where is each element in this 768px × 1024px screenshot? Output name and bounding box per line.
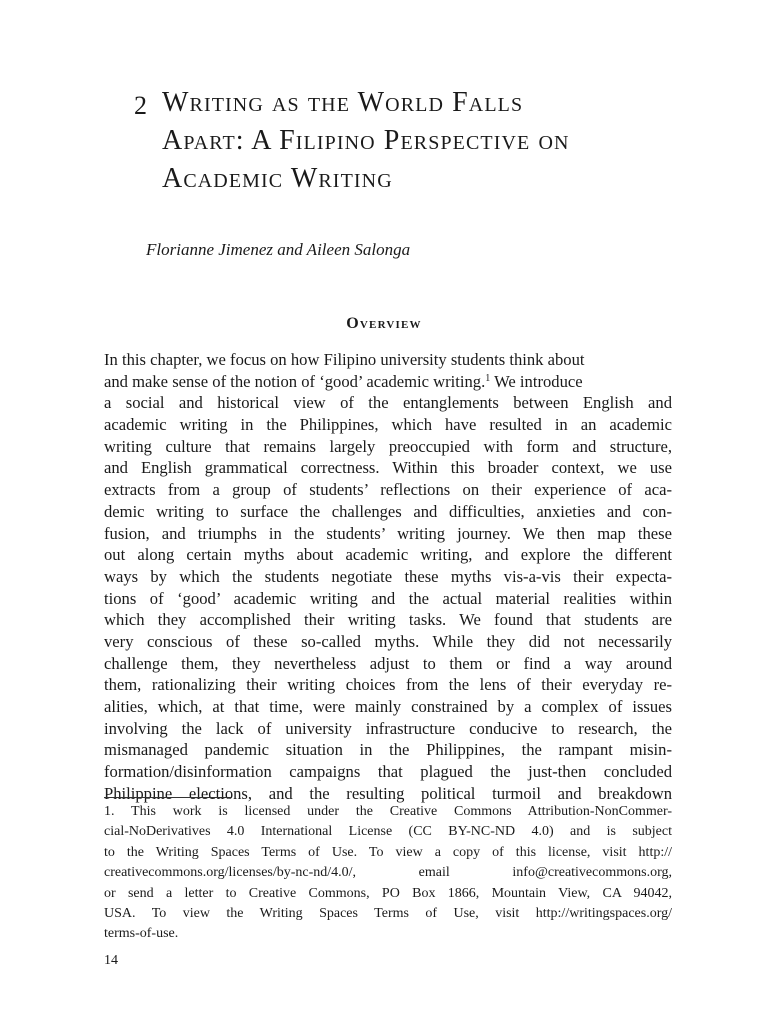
body-line: In this chapter, we focus on how Filipino university students think about <box>104 350 585 369</box>
body-line <box>104 371 672 393</box>
footnote-divider <box>104 797 232 798</box>
body-line: very conscious of these so-called myths. While they did not necessarily <box>104 631 672 651</box>
body-line: a social and historical view of the entanglements between English and <box>104 393 672 413</box>
chapter-title-line: Writing as the World Falls <box>162 87 524 118</box>
chapter-number: 2 <box>134 91 147 120</box>
chapter-authors: Florianne Jimenez and Aileen Salonga <box>146 240 411 259</box>
body-line: alities, which, at that time, were mainly constrained by a complex of issues <box>104 697 672 716</box>
body-line: writing culture that remains largely preoccupied with form and structure, <box>104 436 672 456</box>
section-heading: Overview <box>346 315 422 332</box>
body-line: which they accomplished their writing tasks. We found that students are <box>104 610 672 630</box>
body-line: ways by which the students negotiate these myths vis-a-vis their expecta- <box>104 566 672 586</box>
body-line: involving the lack of university infrastructure conducive to research, the <box>104 718 672 738</box>
body-paragraph <box>104 349 672 804</box>
footnote-line: or send a letter to Creative Commons, PO Box 1866, Mountain View, CA 94042, <box>104 885 672 901</box>
body-line: mismanaged pandemic situation in the Philippines, the rampant misin- <box>104 740 672 760</box>
footnote-line: to the Writing Spaces Terms of Use. To view a copy of this license, visit http:// <box>104 844 672 860</box>
footnote-line: 1. This work is licensed under the Creative Commons Attribution-NonCommer- <box>104 804 672 819</box>
body-line: fusion, and triumphs in the students’ writing journey. We then map these <box>104 523 672 543</box>
body-line: tions of ‘good’ academic writing and the actual material realities within <box>104 588 672 608</box>
body-line: Philippine elections, and the resulting political turmoil and breakdown <box>104 783 672 803</box>
footnote-line: cial-NoDerivatives 4.0 International License (CC BY-NC-ND 4.0) and is subject <box>104 824 672 840</box>
page-number: 14 <box>104 953 118 968</box>
chapter-title-line: Academic Writing <box>162 163 393 194</box>
body-line: formation/disinformation campaigns that plagued the just-then concluded <box>104 762 672 782</box>
body-line: challenge them, they nevertheless adjust to them or find a way around <box>104 653 672 673</box>
footnote-line: creativecommons.org/licenses/by-nc-nd/4.0/, email info@creativecommons.org, <box>104 865 672 881</box>
chapter-title-line: Apart: A Filipino Perspective on <box>162 125 570 156</box>
footnote <box>104 802 672 945</box>
body-line: them, rationalizing their writing choices from the lens of their everyday re- <box>104 675 672 695</box>
body-line: academic writing in the Philippines, which have resulted in an academic <box>104 415 672 435</box>
body-line: demic writing to surface the challenges and difficulties, anxieties and con- <box>104 501 672 521</box>
body-line: and English grammatical correctness. Within this broader context, we use <box>104 458 672 478</box>
body-line: out along certain myths about academic writing, and explore the different <box>104 545 672 565</box>
body-line-text: We introduce <box>490 371 583 391</box>
chapter-title <box>162 84 694 198</box>
footnote-reference[interactable]: 1 <box>485 372 491 384</box>
footnote-line: USA. To view the Writing Spaces Terms of Use, visit http://writingspaces.org/ <box>104 905 672 921</box>
body-line: extracts from a group of students’ reflections on their experience of aca- <box>104 480 672 500</box>
footnote-line: terms-of-use. <box>104 926 179 942</box>
chapter-heading <box>134 84 694 198</box>
body-line-text: and make sense of the notion of ‘good’ academic writing. <box>104 371 486 391</box>
